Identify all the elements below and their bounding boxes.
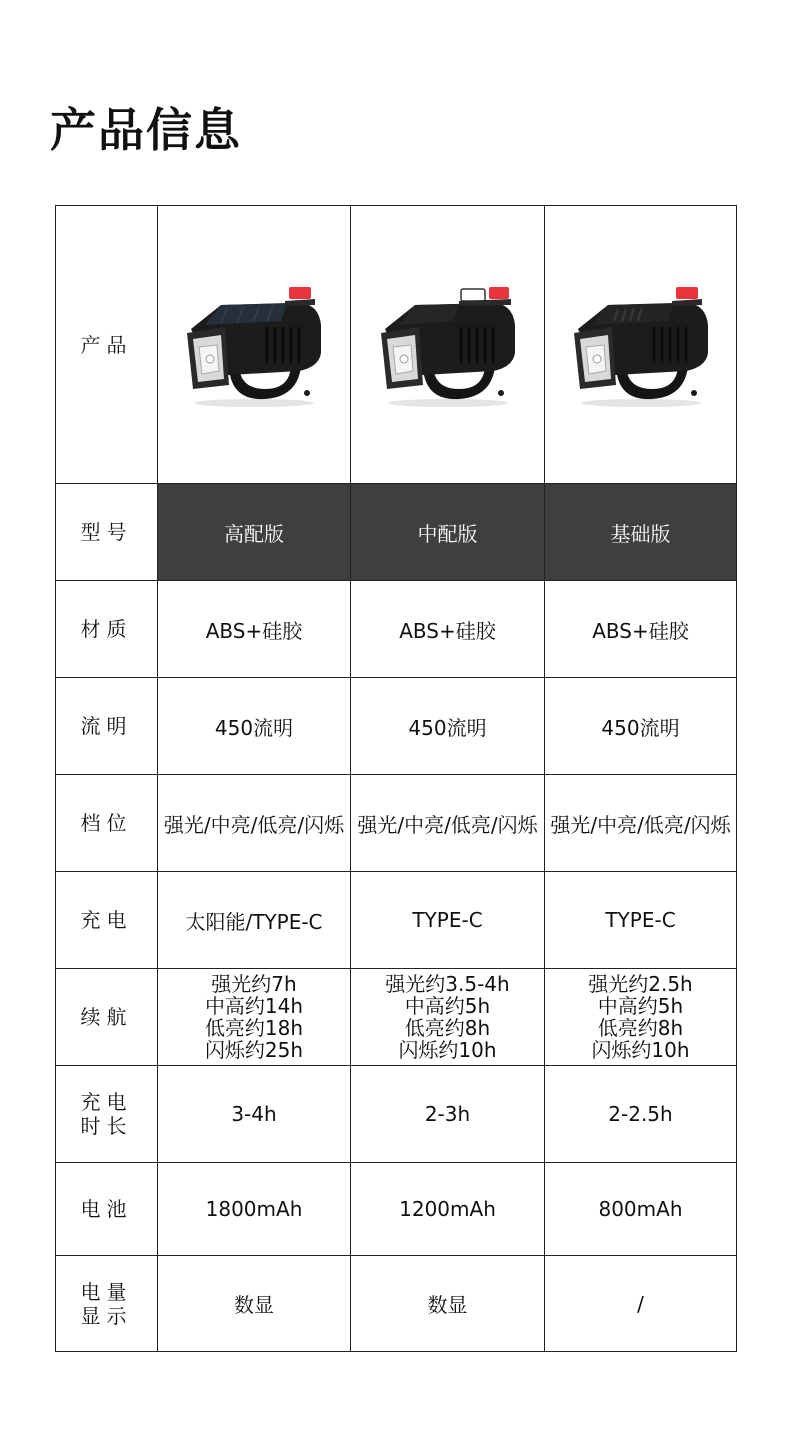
runtime-line: 强光约2.5h — [588, 972, 693, 996]
product-image-1 — [158, 206, 351, 484]
material-cell: ABS+硅胶 — [545, 581, 737, 678]
runtime-line: 强光约3.5-4h — [385, 972, 510, 996]
runtime-cell — [545, 969, 737, 1066]
runtime-line: 低亮约18h — [204, 1016, 304, 1040]
model-cell: 基础版 — [545, 484, 737, 581]
runtime-cell — [158, 969, 351, 1066]
runtime-line: 低亮约8h — [404, 1016, 491, 1040]
label-lumen: 流明 — [56, 678, 158, 775]
runtime-line: 闪烁约25h — [204, 1038, 304, 1062]
row-product — [56, 206, 737, 484]
label-model: 型号 — [56, 484, 158, 581]
battery-cell: 800mAh — [545, 1163, 737, 1256]
row-charge-time — [56, 1066, 737, 1163]
charging-cell: TYPE-C — [545, 872, 737, 969]
product-image-2 — [351, 206, 545, 484]
power-display-cell: 数显 — [351, 1256, 545, 1352]
row-charging — [56, 872, 737, 969]
lumen-cell: 450流明 — [545, 678, 737, 775]
power-display-cell: 数显 — [158, 1256, 351, 1352]
label-product: 产品 — [56, 206, 158, 484]
row-model — [56, 484, 737, 581]
modes-cell: 强光/中亮/低亮/闪烁 — [158, 775, 351, 872]
runtime-line: 闪烁约10h — [591, 1038, 690, 1062]
row-runtime — [56, 969, 737, 1066]
runtime-line: 中高约5h — [597, 994, 684, 1018]
label-runtime: 续航 — [56, 969, 158, 1066]
charging-cell: 太阳能/TYPE-C — [158, 872, 351, 969]
label-line: 显示 — [80, 1303, 133, 1328]
runtime-line: 中高约5h — [404, 994, 491, 1018]
page-title: 产品信息 — [50, 103, 242, 157]
runtime-line: 闪烁约10h — [398, 1038, 497, 1062]
label-power-display — [56, 1256, 158, 1352]
row-battery — [56, 1163, 737, 1256]
charge-time-cell: 3-4h — [158, 1066, 351, 1163]
bike-light-basic-icon — [556, 275, 726, 415]
label-line: 时长 — [80, 1114, 133, 1138]
model-cell: 高配版 — [158, 484, 351, 581]
label-line: 充电 — [80, 1090, 133, 1114]
spec-table — [55, 205, 737, 1352]
label-battery: 电池 — [56, 1163, 158, 1256]
material-cell: ABS+硅胶 — [158, 581, 351, 678]
lumen-cell: 450流明 — [158, 678, 351, 775]
bike-light-solar-icon — [169, 275, 339, 415]
charging-cell: TYPE-C — [351, 872, 545, 969]
runtime-line: 低亮约8h — [597, 1016, 684, 1040]
row-material — [56, 581, 737, 678]
label-modes: 档位 — [56, 775, 158, 872]
row-lumen — [56, 678, 737, 775]
label-charge-time — [56, 1066, 158, 1163]
runtime-line: 中高约14h — [204, 994, 304, 1018]
modes-cell: 强光/中亮/低亮/闪烁 — [351, 775, 545, 872]
power-display-cell: / — [545, 1256, 737, 1352]
lumen-cell: 450流明 — [351, 678, 545, 775]
label-line: 电量 — [80, 1279, 133, 1304]
row-modes — [56, 775, 737, 872]
charge-time-cell: 2-2.5h — [545, 1066, 737, 1163]
battery-cell: 1800mAh — [158, 1163, 351, 1256]
label-material: 材质 — [56, 581, 158, 678]
runtime-line: 强光约7h — [211, 972, 297, 996]
product-image-3 — [545, 206, 737, 484]
model-cell: 中配版 — [351, 484, 545, 581]
bike-light-mid-icon — [363, 275, 533, 415]
material-cell: ABS+硅胶 — [351, 581, 545, 678]
label-charging: 充电 — [56, 872, 158, 969]
row-power-display — [56, 1256, 737, 1352]
battery-cell: 1200mAh — [351, 1163, 545, 1256]
runtime-cell — [351, 969, 545, 1066]
modes-cell: 强光/中亮/低亮/闪烁 — [545, 775, 737, 872]
charge-time-cell: 2-3h — [351, 1066, 545, 1163]
